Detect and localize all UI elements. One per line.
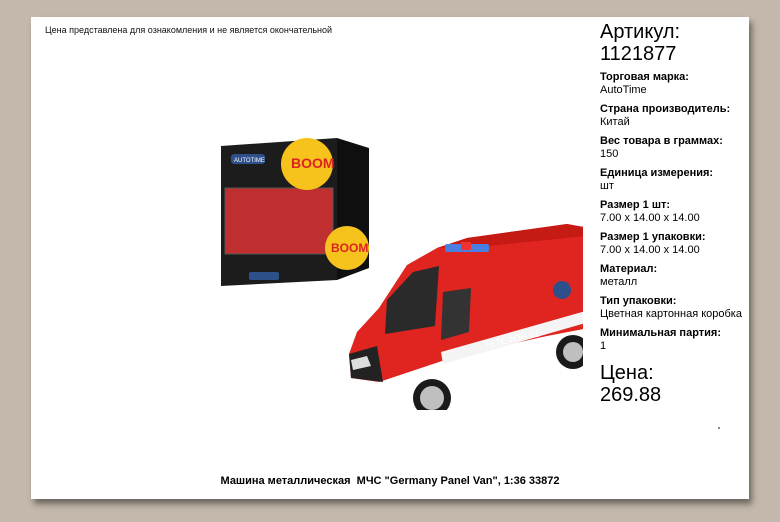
spec-panel xyxy=(600,21,750,406)
spec-value: 7.00 x 14.00 x 14.00 xyxy=(600,244,700,256)
spec-value: Китай xyxy=(600,116,630,128)
spec-item-size xyxy=(600,199,750,225)
price-disclaimer: Цена представлена для ознакомления и не является окончательной xyxy=(45,25,333,35)
product-box xyxy=(221,138,369,286)
box-brand-logo: AUTOTIME xyxy=(234,158,265,164)
box-badge-text-2: BOOM xyxy=(331,241,369,255)
spec-value: металл xyxy=(600,276,638,288)
spec-label: Тип упаковки: xyxy=(600,295,677,307)
spec-weight xyxy=(600,135,750,161)
price-block xyxy=(600,362,750,406)
sku-value: 1121877 xyxy=(600,43,677,65)
spec-label: Единица измерения: xyxy=(600,167,714,179)
spec-label: Размер 1 упаковки: xyxy=(600,231,706,243)
spec-value: AutoTime xyxy=(600,84,647,96)
spec-label: Материал: xyxy=(600,263,658,275)
product-title: Машина металлическая МЧС "Germany Panel Van", 1:36 33872 xyxy=(220,475,560,487)
product-sheet xyxy=(31,17,749,499)
spec-label: Размер 1 шт: xyxy=(600,199,671,211)
spec-value: 1 xyxy=(600,340,607,352)
spec-material xyxy=(600,263,750,289)
sku-block xyxy=(600,21,750,65)
spec-value: 7.00 x 14.00 x 14.00 xyxy=(600,212,700,224)
spec-min-order xyxy=(600,327,750,353)
spec-value: 150 xyxy=(600,148,619,160)
spec-brand xyxy=(600,71,750,97)
decorative-dot xyxy=(718,427,720,429)
spec-unit xyxy=(600,167,750,193)
spec-country xyxy=(600,103,750,129)
sku-label: Артикул: xyxy=(600,21,681,43)
spec-value: Цветная картонная коробка xyxy=(600,308,742,320)
spec-label: Минимальная партия: xyxy=(600,327,721,339)
van-side-text: ТЕЛЕФОН 01 xyxy=(483,328,541,350)
spec-label: Страна производитель: xyxy=(600,103,731,115)
product-van xyxy=(349,224,583,410)
product-photo xyxy=(217,120,583,410)
spec-label: Торговая марка: xyxy=(600,71,689,83)
box-badge-text: BOOM xyxy=(291,155,335,171)
price-label: Цена: xyxy=(600,362,654,384)
spec-label: Вес товара в граммах: xyxy=(600,135,723,147)
spec-package-type xyxy=(600,295,750,321)
spec-value: шт xyxy=(600,180,614,192)
spec-package-size xyxy=(600,231,750,257)
price-value: 269.88 xyxy=(600,384,662,406)
